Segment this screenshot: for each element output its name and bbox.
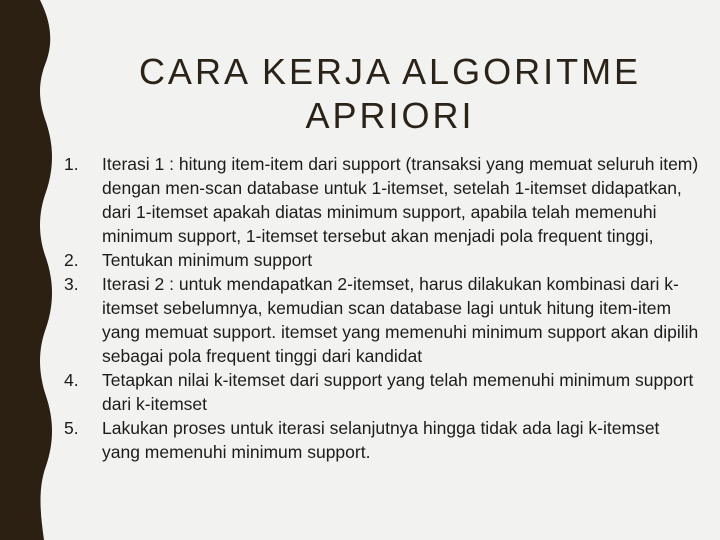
steps-list [64,152,700,464]
list-number: 1. [64,154,79,174]
list-text: Tentukan minimum support [102,250,313,270]
decorative-border [0,0,60,540]
list-item [64,152,700,248]
list-text: Tetapkan nilai k-itemset dari support yang telah memenuhi minimum support dari k-itemset [102,370,694,414]
title-line-2: APRIORI [305,95,475,137]
list-item [64,272,700,368]
list-item [64,248,700,272]
list-text: Iterasi 1 : hitung item-item dari support (transaksi yang memuat seluruh item) dengan men-scan database untuk 1-itemset, setelah 1-itemset didapatkan, dari 1-itemset apakah diatas minimum support, apabila telah memenuhi minimum support, 1-itemset tersebut akan menjadi pola frequent tinggi, [102,154,699,246]
list-text: Lakukan proses untuk iterasi selanjutnya hingga tidak ada lagi k-itemset yang memenuhi minimum support. [102,418,660,462]
list-number: 5. [64,418,79,438]
list-text: Iterasi 2 : untuk mendapatkan 2-itemset, harus dilakukan kombinasi dari k-itemset sebelumnya, kemudian scan database lagi untuk hitung item-item yang memuat support. itemset yang memenuhi minimum support akan dipilih sebagai pola frequent tinggi dari kandidat [102,274,699,366]
border-wave-shape [0,0,52,540]
list-number: 4. [64,370,79,390]
list-number: 3. [64,274,79,294]
slide-title [80,50,700,138]
list-item [64,368,700,416]
list-number: 2. [64,250,79,270]
title-line-1: CARA KERJA ALGORITME [138,51,642,93]
list-item [64,416,700,464]
